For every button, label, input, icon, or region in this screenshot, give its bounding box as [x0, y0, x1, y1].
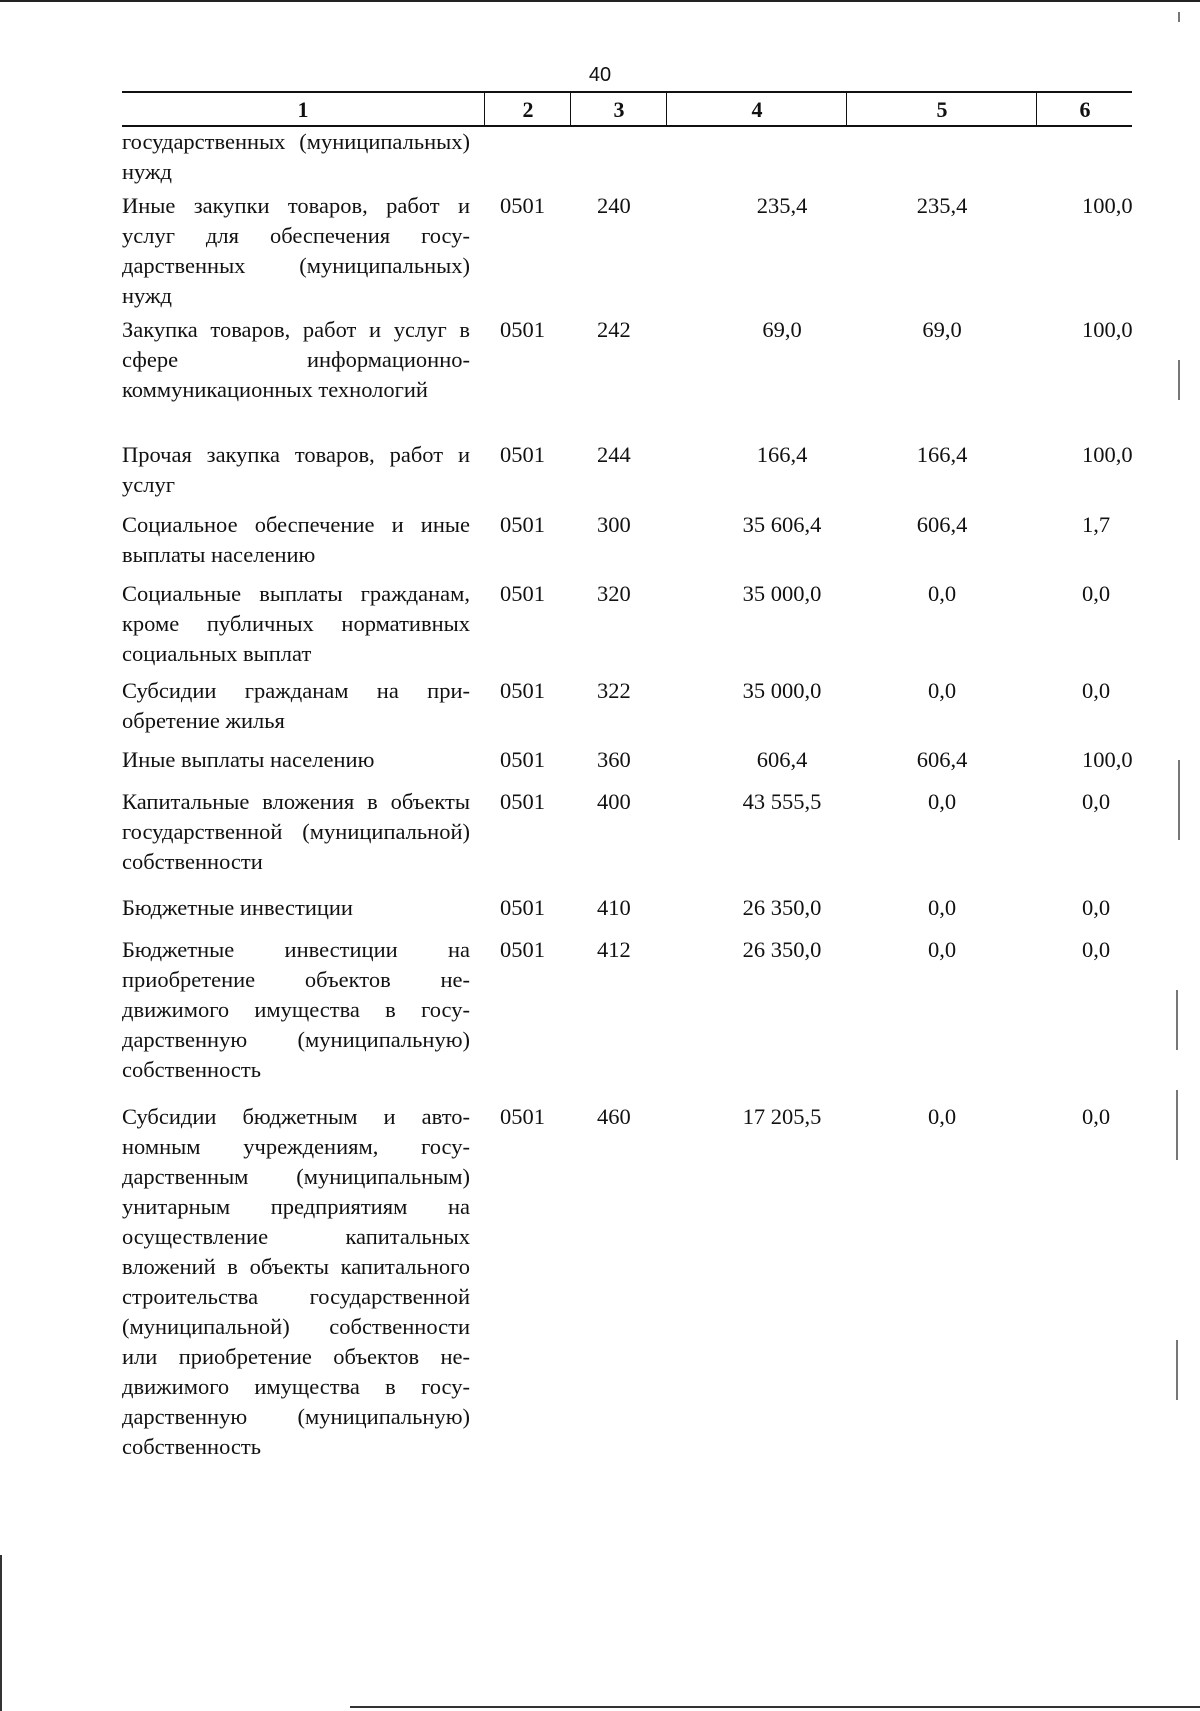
table-row [122, 191, 1132, 315]
table-row [122, 315, 1132, 440]
table-body [122, 127, 1132, 1492]
planned-amount: 235,4 [756, 193, 808, 218]
expense-type-code: 410 [597, 895, 631, 920]
table-row [122, 935, 1132, 1102]
actual-amount: 166,4 [916, 442, 968, 467]
percent-value: 0,0 [1082, 581, 1111, 606]
row-label: Социальные выплаты гражданам, кроме публичных нормативных социальных выплат [122, 581, 470, 666]
column-header: 5 [846, 93, 1037, 125]
planned-amount: 17 205,5 [742, 1104, 822, 1129]
actual-amount: 0,0 [927, 789, 957, 814]
percent-value: 100,0 [1082, 193, 1133, 218]
section-code: 0501 [500, 442, 545, 467]
planned-amount: 166,4 [756, 442, 808, 467]
column-header: 6 [1036, 93, 1133, 125]
scan-speck [1178, 360, 1180, 400]
column-header: 1 [297, 97, 309, 122]
row-label: Бюджетные инвестиции [122, 895, 353, 920]
percent-value: 0,0 [1082, 895, 1111, 920]
expense-type-code: 360 [597, 747, 631, 772]
expense-type-code: 242 [597, 317, 631, 342]
planned-amount: 35 000,0 [742, 678, 822, 703]
row-label: Иные закупки товаров, работ и услуг для обеспечения государственных (муниципальных) нужд [122, 193, 470, 308]
scan-edge-left [0, 1555, 2, 1711]
expense-type-code: 300 [597, 512, 631, 537]
scan-edge-top [0, 0, 1200, 2]
row-label: Капитальные вложения в объекты государственной (муниципальной) собственности [122, 789, 470, 874]
section-code: 0501 [500, 895, 545, 920]
planned-amount: 26 350,0 [742, 937, 822, 962]
actual-amount: 0,0 [927, 1104, 957, 1129]
expense-type-code: 322 [597, 678, 631, 703]
actual-amount: 606,4 [916, 747, 968, 772]
expense-type-code: 240 [597, 193, 631, 218]
scan-speck [1178, 12, 1180, 22]
page-number: 40 [588, 64, 612, 86]
actual-amount: 606,4 [916, 512, 968, 537]
planned-amount: 35 606,4 [742, 512, 822, 537]
scan-speck [1176, 1340, 1178, 1400]
planned-amount: 606,4 [756, 747, 808, 772]
section-code: 0501 [500, 789, 545, 814]
planned-amount: 43 555,5 [742, 789, 822, 814]
actual-amount: 69,0 [922, 317, 962, 342]
row-label: Бюджетные инвестиции на приобретение объектов недвижимого имущества в государственную (муниципальную) собственность [122, 937, 470, 1082]
percent-value: 100,0 [1082, 442, 1133, 467]
percent-value: 100,0 [1082, 747, 1133, 772]
row-label: государственных (муниципальных) нужд [122, 129, 470, 184]
scan-speck [1176, 990, 1178, 1050]
section-code: 0501 [500, 512, 545, 537]
percent-value: 1,7 [1082, 512, 1111, 537]
table-row [122, 893, 1132, 935]
section-code: 0501 [500, 317, 545, 342]
row-label: Иные выплаты населению [122, 747, 375, 772]
table-row [122, 745, 1132, 787]
expense-type-code: 320 [597, 581, 631, 606]
percent-value: 0,0 [1082, 789, 1111, 814]
percent-value: 0,0 [1082, 937, 1111, 962]
row-label: Субсидии гражданам на приобретение жилья [122, 678, 470, 733]
percent-value: 0,0 [1082, 678, 1111, 703]
expense-type-code: 412 [597, 937, 631, 962]
actual-amount: 0,0 [927, 581, 957, 606]
table-row [122, 1102, 1132, 1492]
section-code: 0501 [500, 678, 545, 703]
table-row [122, 676, 1132, 745]
section-code: 0501 [500, 581, 545, 606]
percent-value: 100,0 [1082, 317, 1133, 342]
section-code: 0501 [500, 747, 545, 772]
column-header: 3 [570, 93, 667, 125]
table-header [122, 91, 1132, 127]
table-row [122, 127, 1132, 191]
actual-amount: 0,0 [927, 937, 957, 962]
actual-amount: 235,4 [916, 193, 968, 218]
planned-amount: 69,0 [762, 317, 802, 342]
actual-amount: 0,0 [927, 678, 957, 703]
column-header: 2 [484, 93, 571, 125]
section-code: 0501 [500, 193, 545, 218]
row-label: Закупка товаров, работ и услуг в сфере информационно-коммуникационных технологий [122, 317, 470, 402]
table-row [122, 579, 1132, 676]
planned-amount: 26 350,0 [742, 895, 822, 920]
percent-value: 0,0 [1082, 1104, 1111, 1129]
row-label: Субсидии бюджетным и автономным учреждениям, государственным (муниципальным) унитарным предприятиям на осуществление капитальных вложений в объекты капитального строительства государственной (муниципальной) собственности или приобретение объектов недвижимого имущества в государственную (муниципальную) собственность [122, 1104, 470, 1459]
expense-type-code: 460 [597, 1104, 631, 1129]
row-label: Социальное обеспечение и иные выплаты населению [122, 512, 470, 567]
planned-amount: 35 000,0 [742, 581, 822, 606]
table-row [122, 510, 1132, 579]
row-label: Прочая закупка товаров, работ и услуг [122, 442, 470, 497]
table-row [122, 440, 1132, 510]
section-code: 0501 [500, 937, 545, 962]
table-row [122, 787, 1132, 893]
column-header: 4 [666, 93, 847, 125]
actual-amount: 0,0 [927, 895, 957, 920]
expense-type-code: 400 [597, 789, 631, 814]
section-code: 0501 [500, 1104, 545, 1129]
scan-edge-bottom [350, 1706, 1200, 1708]
expense-type-code: 244 [597, 442, 631, 467]
